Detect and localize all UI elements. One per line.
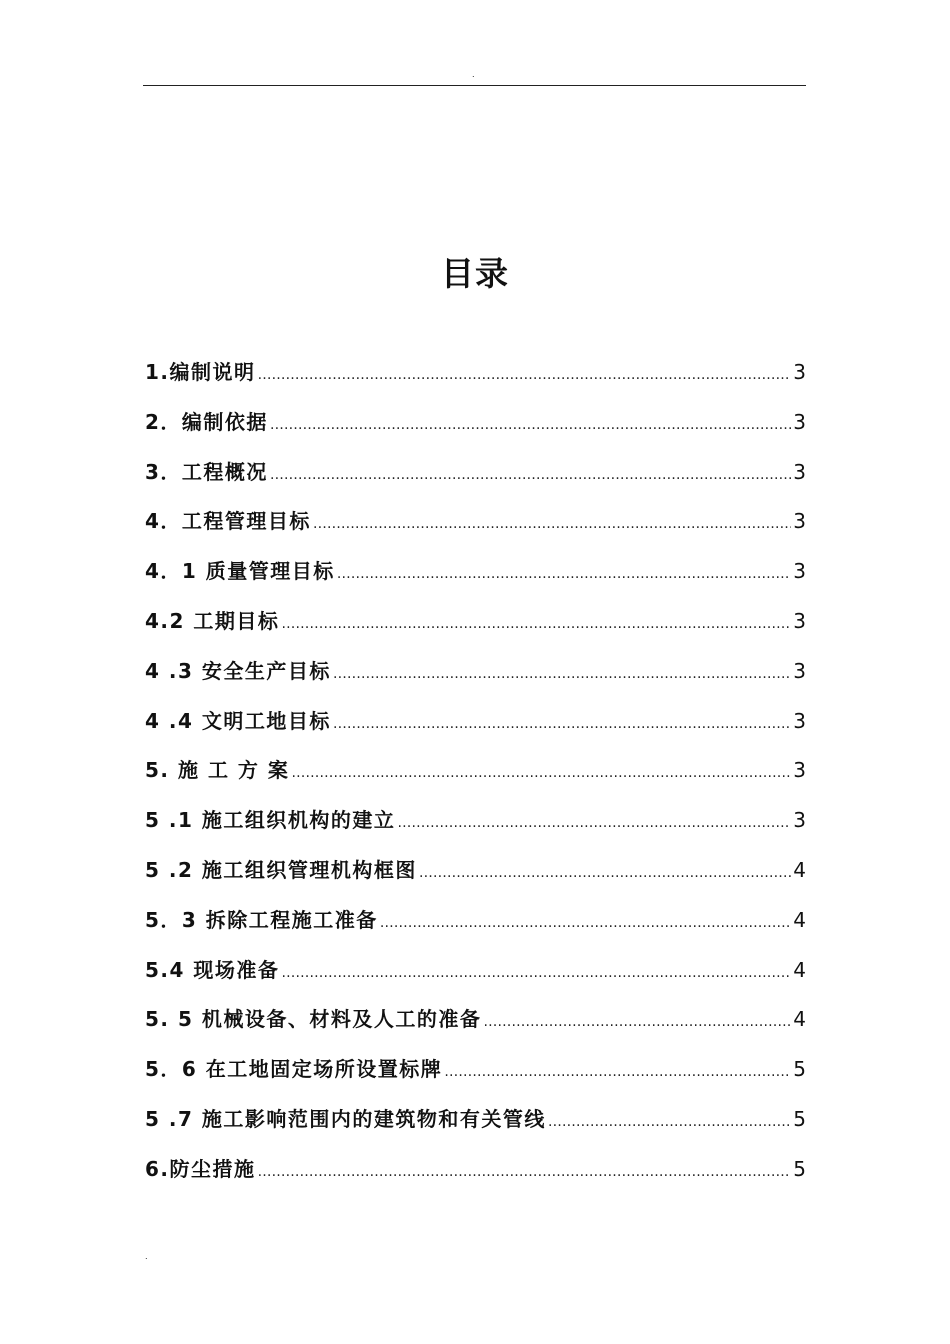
toc-entry[interactable] bbox=[145, 547, 806, 597]
toc-entry[interactable] bbox=[145, 846, 806, 896]
toc-entry-page-number: 3 bbox=[793, 608, 806, 633]
toc-entry-label: 2．编制依据 bbox=[145, 409, 268, 434]
toc-entry-label: 5. 施 工 方 案 bbox=[145, 758, 290, 783]
toc-dot-leader bbox=[419, 849, 791, 899]
toc-entry-page-number: 4 bbox=[793, 957, 806, 982]
toc-entry-label: 5．3 拆除工程施工准备 bbox=[145, 907, 378, 932]
toc-entry-label: 4 .4 文明工地目标 bbox=[145, 708, 331, 733]
toc-entry[interactable] bbox=[145, 597, 806, 647]
toc-dot-leader bbox=[397, 799, 791, 849]
page-title: 目录 bbox=[441, 254, 509, 293]
toc-entry[interactable] bbox=[145, 1095, 806, 1145]
toc-dot-leader bbox=[337, 550, 791, 600]
toc-entry-label: 6.防尘措施 bbox=[145, 1156, 256, 1181]
toc-entry-label: 4．1 质量管理目标 bbox=[145, 559, 335, 584]
toc-dot-leader bbox=[258, 1148, 792, 1198]
toc-entry-page-number: 3 bbox=[793, 409, 806, 434]
toc-entry-page-number: 4 bbox=[793, 857, 806, 882]
toc-dot-leader bbox=[291, 749, 791, 799]
toc-entry[interactable] bbox=[145, 1145, 806, 1195]
toc-entry-page-number: 5 bbox=[793, 1156, 806, 1181]
toc-entry[interactable] bbox=[145, 647, 806, 697]
toc-entry-page-number: 3 bbox=[793, 559, 806, 584]
toc-entry-page-number: 4 bbox=[793, 907, 806, 932]
toc-entry-label: 4 .3 安全生产目标 bbox=[145, 658, 331, 683]
toc-dot-leader bbox=[258, 351, 792, 401]
toc-entry[interactable] bbox=[145, 348, 806, 398]
toc-entry[interactable] bbox=[145, 497, 806, 547]
footer-mark: . bbox=[145, 1252, 148, 1261]
toc-entry[interactable] bbox=[145, 398, 806, 448]
toc-entry[interactable] bbox=[145, 697, 806, 747]
toc-entry-page-number: 3 bbox=[793, 658, 806, 683]
toc-entry-label: 5 .7 施工影响范围内的建筑物和有关管线 bbox=[145, 1106, 546, 1131]
toc-entry-page-number: 3 bbox=[793, 360, 806, 384]
toc-entry-label: 5 .1 施工组织机构的建立 bbox=[145, 808, 396, 833]
toc-entry-label: 4.2 工期目标 bbox=[145, 608, 280, 633]
toc-dot-leader bbox=[380, 899, 791, 949]
header-rule bbox=[143, 85, 806, 86]
toc-entry[interactable] bbox=[145, 796, 806, 846]
toc-dot-leader bbox=[444, 1048, 791, 1098]
toc-entry[interactable] bbox=[145, 448, 806, 498]
toc-entry[interactable] bbox=[145, 1045, 806, 1095]
header-mark: . bbox=[472, 70, 475, 79]
toc-entry-page-number: 3 bbox=[793, 509, 806, 534]
toc-entry-page-number: 5 bbox=[793, 1057, 806, 1082]
toc-dot-leader bbox=[548, 1098, 791, 1148]
table-of-contents bbox=[145, 348, 806, 1195]
toc-entry-label: 5.4 现场准备 bbox=[145, 957, 280, 982]
toc-dot-leader bbox=[270, 401, 791, 451]
toc-entry-label: 4．工程管理目标 bbox=[145, 509, 311, 534]
toc-entry-label: 1.编制说明 bbox=[145, 360, 256, 384]
toc-entry-page-number: 5 bbox=[793, 1106, 806, 1131]
toc-dot-leader bbox=[281, 600, 791, 650]
toc-entry[interactable] bbox=[145, 746, 806, 796]
toc-dot-leader bbox=[483, 998, 791, 1048]
toc-entry-page-number: 4 bbox=[793, 1007, 806, 1032]
toc-entry-label: 3．工程概况 bbox=[145, 459, 268, 484]
toc-entry-page-number: 3 bbox=[793, 459, 806, 484]
toc-entry[interactable] bbox=[145, 946, 806, 996]
toc-entry[interactable] bbox=[145, 995, 806, 1045]
toc-entry-label: 5. 5 机械设备、材料及人工的准备 bbox=[145, 1007, 482, 1032]
toc-entry-page-number: 3 bbox=[793, 808, 806, 833]
toc-dot-leader bbox=[270, 451, 791, 501]
toc-dot-leader bbox=[313, 500, 791, 550]
toc-entry-label: 5 .2 施工组织管理机构框图 bbox=[145, 857, 417, 882]
toc-dot-leader bbox=[333, 700, 791, 750]
toc-dot-leader bbox=[333, 650, 791, 700]
toc-entry-page-number: 3 bbox=[793, 758, 806, 783]
toc-dot-leader bbox=[281, 949, 791, 999]
toc-entry[interactable] bbox=[145, 896, 806, 946]
toc-entry-page-number: 3 bbox=[793, 708, 806, 733]
toc-entry-label: 5．6 在工地固定场所设置标牌 bbox=[145, 1057, 443, 1082]
